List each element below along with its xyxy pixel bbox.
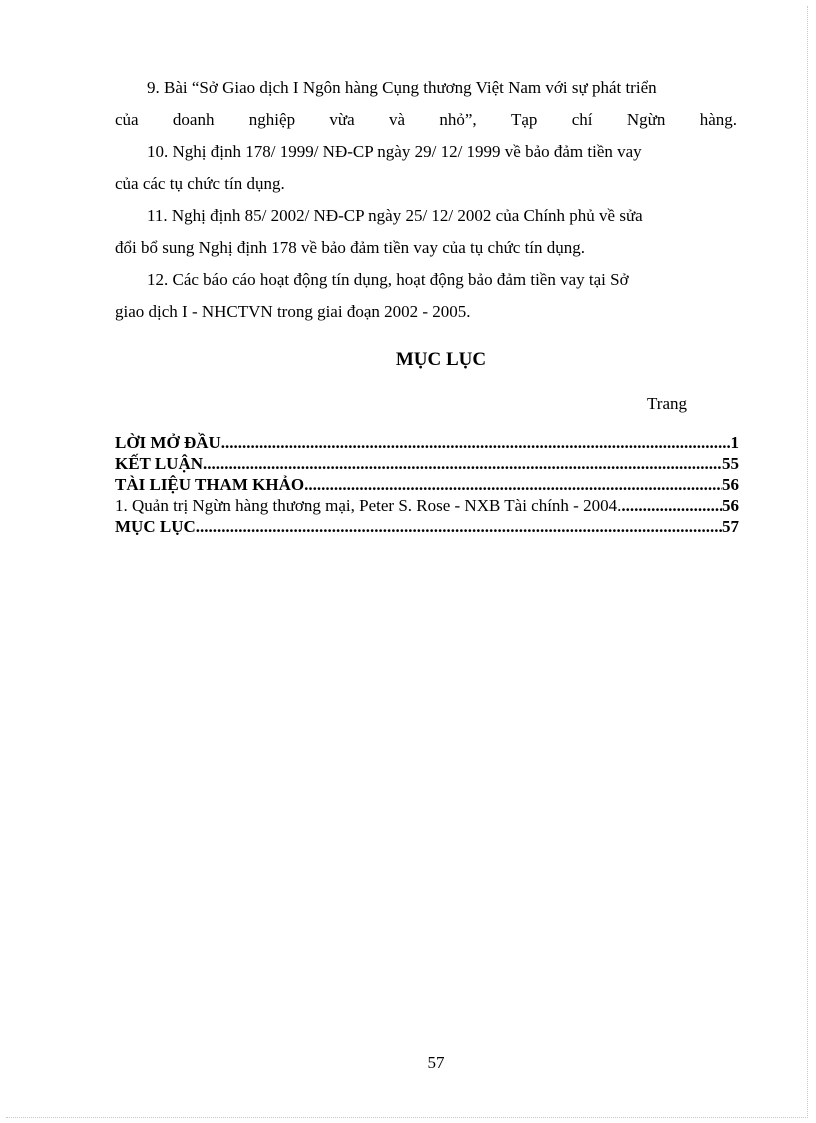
ref-9-word: và: [389, 110, 406, 129]
ref-9-word: nhỏ”,: [439, 110, 477, 129]
ref-9-word: Tạp: [511, 110, 538, 129]
ref-9-word: vừa: [329, 110, 355, 129]
toc-entry-label: TÀI LIỆU THAM KHẢO: [115, 475, 305, 494]
toc-entry-page: 55: [722, 454, 739, 473]
ref-9-word: doanh: [172, 110, 215, 129]
toc-entry-reference-1[interactable]: [115, 495, 739, 516]
ref-9-line-2: [115, 104, 737, 136]
ref-11-line-1: 11. Nghị định 85/ 2002/ NĐ-CP ngày 25/ 12/ 2002 của Chính phủ về sửa: [147, 206, 643, 225]
toc-dot-leader: [203, 453, 722, 474]
table-of-contents: [115, 432, 739, 537]
toc-entry-page: 1: [730, 433, 739, 452]
ref-10-line-2: của các tụ chức tín dụng.: [115, 174, 285, 193]
ref-9-word: Ngừn: [626, 110, 666, 129]
toc-page-column-label: Trang: [647, 394, 687, 413]
ref-9-word: nghiệp: [248, 110, 296, 129]
toc-entry-loi-mo-dau[interactable]: [115, 432, 739, 453]
toc-entry-label: KẾT LUẬN: [115, 454, 204, 473]
toc-entry-page: 56: [722, 475, 739, 494]
toc-entry-ket-luan[interactable]: [115, 453, 739, 474]
toc-dot-leader: [304, 474, 722, 495]
ref-12-line-2: giao dịch I - NHCTVN trong giai đoạn 2002 - 2005.: [115, 302, 471, 321]
toc-dot-leader: [621, 495, 722, 516]
ref-11-line-2: đổi bổ sung Nghị định 178 về bảo đảm tiền vay của tụ chức tín dụng.: [115, 238, 586, 257]
ref-9-word: chí: [571, 110, 593, 129]
ref-10-line-1: 10. Nghị định 178/ 1999/ NĐ-CP ngày 29/ 12/ 1999 về bảo đảm tiền vay: [147, 142, 642, 161]
ref-12-line-1: 12. Các báo cáo hoạt động tín dụng, hoạt động bảo đảm tiền vay tại Sở: [147, 270, 629, 289]
toc-entry-label: 1. Quản trị Ngừn hàng thương mại, Peter S. Rose - NXB Tài chính - 2004.: [115, 496, 622, 515]
toc-entry-muc-luc[interactable]: [115, 516, 739, 537]
toc-entry-label: MỤC LỤC: [115, 517, 196, 536]
toc-entry-tai-lieu-tham-khao[interactable]: [115, 474, 739, 495]
page-number: 57: [427, 1053, 445, 1072]
toc-entry-label: LỜI MỞ ĐẦU: [115, 433, 221, 452]
toc-entry-page: 57: [722, 517, 739, 536]
toc-title: MỤC LỤC: [395, 349, 487, 370]
ref-9-line-1: 9. Bài “Sở Giao dịch I Ngôn hàng Cụng thương Việt Nam với sự phát triển: [147, 78, 657, 97]
reference-list: [115, 72, 737, 328]
toc-dot-leader: [196, 516, 722, 537]
toc-dot-leader: [221, 432, 731, 453]
ref-9-word: hàng.: [699, 110, 737, 129]
toc-entry-page: 56: [722, 496, 739, 515]
ref-9-word: của: [115, 110, 139, 129]
